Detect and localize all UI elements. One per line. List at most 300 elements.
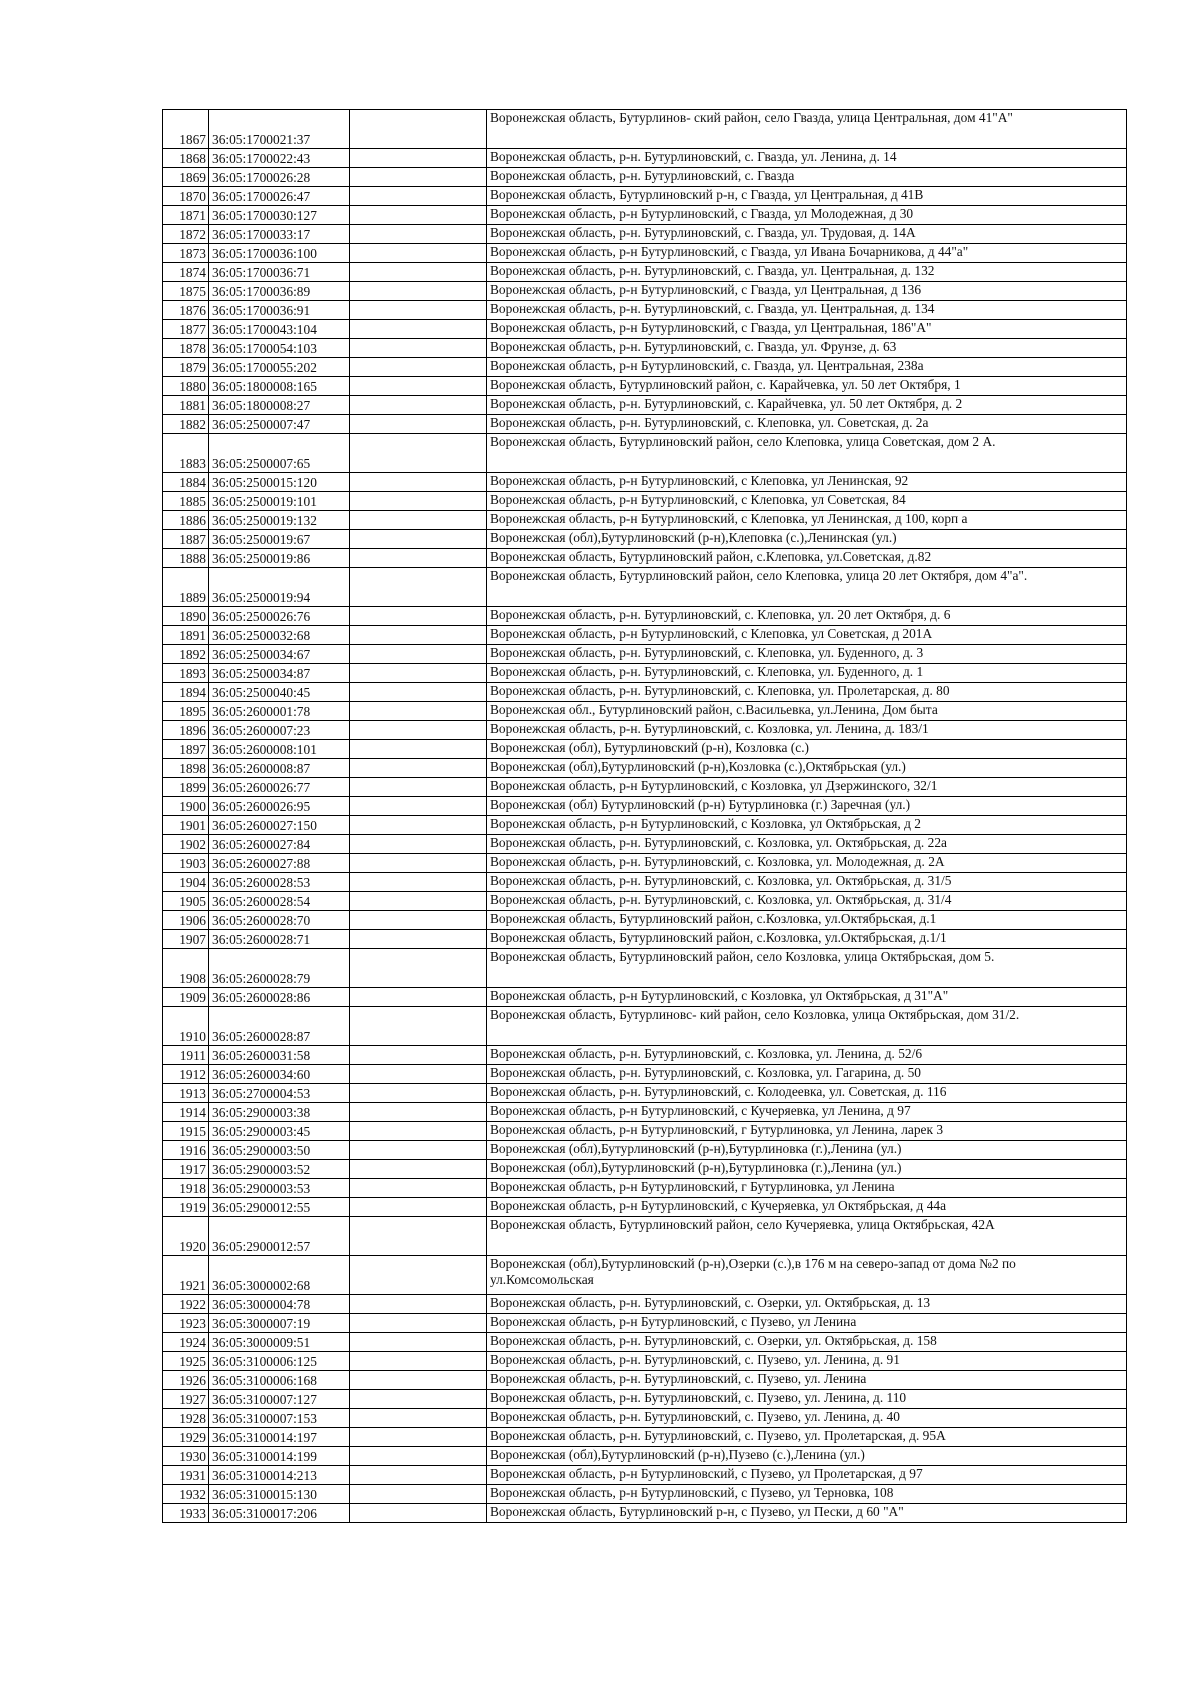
address: Воронежская (обл),Бутурлиновский (р-н),Озерки (с.),в 176 м на северо-запад от дома №2 по ул.Комсомольская bbox=[487, 1256, 1127, 1295]
row-number: 1868 bbox=[163, 149, 209, 168]
table-row bbox=[163, 263, 1127, 282]
address: Воронежская область, р-н Бутурлиновский, с Гвазда, ул Молодежная, д 30 bbox=[487, 206, 1127, 225]
address: Воронежская область, р-н. Бутурлиновский, с. Козловка, ул. Молодежная, д. 2А bbox=[487, 854, 1127, 873]
empty-cell bbox=[350, 740, 487, 759]
empty-cell bbox=[350, 911, 487, 930]
address: Воронежская область, р-н Бутурлиновский, с Кучеряевка, ул Ленина, д 97 bbox=[487, 1103, 1127, 1122]
cadastral-number: 36:05:3100014:199 bbox=[209, 1447, 350, 1466]
table-row bbox=[163, 1466, 1127, 1485]
row-number: 1927 bbox=[163, 1390, 209, 1409]
cadastral-number: 36:05:1800008:27 bbox=[209, 396, 350, 415]
address: Воронежская область, р-н. Бутурлиновский, с. Гвазда, ул. Фрунзе, д. 63 bbox=[487, 339, 1127, 358]
row-number: 1908 bbox=[163, 949, 209, 988]
table-row bbox=[163, 1352, 1127, 1371]
cadastral-number: 36:05:2600028:70 bbox=[209, 911, 350, 930]
empty-cell bbox=[350, 1485, 487, 1504]
cadastral-number: 36:05:2900012:57 bbox=[209, 1217, 350, 1256]
cadastral-number: 36:05:1700054:103 bbox=[209, 339, 350, 358]
cadastral-number: 36:05:3100006:125 bbox=[209, 1352, 350, 1371]
empty-cell bbox=[350, 492, 487, 511]
empty-cell bbox=[350, 607, 487, 626]
cadastral-number: 36:05:2500015:120 bbox=[209, 473, 350, 492]
row-number: 1921 bbox=[163, 1256, 209, 1295]
address: Воронежская область, р-н. Бутурлиновский, с. Козловка, ул. Ленина, д. 183/1 bbox=[487, 721, 1127, 740]
row-number: 1886 bbox=[163, 511, 209, 530]
address: Воронежская область, Бутурлиновский район, с. Карайчевка, ул. 50 лет Октября, 1 bbox=[487, 377, 1127, 396]
empty-cell bbox=[350, 816, 487, 835]
address: Воронежская область, р-н. Бутурлиновский, с. Клеповка, ул. Буденного, д. 3 bbox=[487, 645, 1127, 664]
cadastral-number: 36:05:2600028:71 bbox=[209, 930, 350, 949]
empty-cell bbox=[350, 892, 487, 911]
cadastral-number: 36:05:3100014:213 bbox=[209, 1466, 350, 1485]
row-number: 1879 bbox=[163, 358, 209, 377]
table-row bbox=[163, 225, 1127, 244]
cadastral-number: 36:05:2600028:53 bbox=[209, 873, 350, 892]
row-number: 1893 bbox=[163, 664, 209, 683]
empty-cell bbox=[350, 225, 487, 244]
cadastral-number: 36:05:2900012:55 bbox=[209, 1198, 350, 1217]
row-number: 1906 bbox=[163, 911, 209, 930]
row-number: 1917 bbox=[163, 1160, 209, 1179]
table-row bbox=[163, 434, 1127, 473]
empty-cell bbox=[350, 168, 487, 187]
cadastral-number: 36:05:2600008:87 bbox=[209, 759, 350, 778]
cadastral-number: 36:05:1700022:43 bbox=[209, 149, 350, 168]
empty-cell bbox=[350, 1504, 487, 1523]
empty-cell bbox=[350, 282, 487, 301]
table-row bbox=[163, 1447, 1127, 1466]
row-number: 1885 bbox=[163, 492, 209, 511]
empty-cell bbox=[350, 1103, 487, 1122]
row-number: 1884 bbox=[163, 473, 209, 492]
cadastral-number: 36:05:3100015:130 bbox=[209, 1485, 350, 1504]
cadastral-number: 36:05:3000002:68 bbox=[209, 1256, 350, 1295]
empty-cell bbox=[350, 626, 487, 645]
address: Воронежская область, р-н. Бутурлиновский, с. Клеповка, ул. Буденного, д. 1 bbox=[487, 664, 1127, 683]
cadastral-number: 36:05:2900003:38 bbox=[209, 1103, 350, 1122]
row-number: 1920 bbox=[163, 1217, 209, 1256]
empty-cell bbox=[350, 263, 487, 282]
address: Воронежская (обл),Бутурлиновский (р-н),Пузево (с.),Ленина (ул.) bbox=[487, 1447, 1127, 1466]
address: Воронежская (обл),Бутурлиновский (р-н),Бутурлиновка (г.),Ленина (ул.) bbox=[487, 1160, 1127, 1179]
address: Воронежская область, р-н. Бутурлиновский, с. Гвазда, ул. Центральная, д. 134 bbox=[487, 301, 1127, 320]
row-number: 1880 bbox=[163, 377, 209, 396]
address: Воронежская область, р-н. Бутурлиновский, с. Клеповка, ул. Советская, д. 2а bbox=[487, 415, 1127, 434]
cadastral-number: 36:05:2600008:101 bbox=[209, 740, 350, 759]
address: Воронежская область, р-н Бутурлиновский, с Козловка, ул Октябрьская, д 31"А" bbox=[487, 988, 1127, 1007]
address: Воронежская область, р-н. Бутурлиновский, с. Гвазда, ул. Центральная, д. 132 bbox=[487, 263, 1127, 282]
empty-cell bbox=[350, 1084, 487, 1103]
cadastral-number: 36:05:2600028:54 bbox=[209, 892, 350, 911]
table-row bbox=[163, 1065, 1127, 1084]
row-number: 1872 bbox=[163, 225, 209, 244]
table-row bbox=[163, 149, 1127, 168]
cadastral-number: 36:05:1800008:165 bbox=[209, 377, 350, 396]
table-row bbox=[163, 282, 1127, 301]
row-number: 1928 bbox=[163, 1409, 209, 1428]
table-row bbox=[163, 473, 1127, 492]
empty-cell bbox=[350, 1371, 487, 1390]
cadastral-number: 36:05:2500019:67 bbox=[209, 530, 350, 549]
row-number: 1901 bbox=[163, 816, 209, 835]
row-number: 1914 bbox=[163, 1103, 209, 1122]
empty-cell bbox=[350, 949, 487, 988]
table-row bbox=[163, 1390, 1127, 1409]
cadastral-number: 36:05:2900003:53 bbox=[209, 1179, 350, 1198]
table-row bbox=[163, 702, 1127, 721]
empty-cell bbox=[350, 778, 487, 797]
empty-cell bbox=[350, 1179, 487, 1198]
row-number: 1878 bbox=[163, 339, 209, 358]
cadastral-number: 36:05:2500019:132 bbox=[209, 511, 350, 530]
address: Воронежская область, р-н. Бутурлиновский, с. Пузево, ул. Ленина, д. 91 bbox=[487, 1352, 1127, 1371]
address: Воронежская область, Бутурлиновский район, село Кучеряевка, улица Октябрьская, 42А bbox=[487, 1217, 1127, 1256]
address: Воронежская область, р-н Бутурлиновский, с Пузево, ул Пролетарская, д 97 bbox=[487, 1466, 1127, 1485]
empty-cell bbox=[350, 1141, 487, 1160]
row-number: 1898 bbox=[163, 759, 209, 778]
table-row bbox=[163, 511, 1127, 530]
empty-cell bbox=[350, 873, 487, 892]
address: Воронежская область, р-н. Бутурлиновский, с. Козловка, ул. Октябрьская, д. 31/5 bbox=[487, 873, 1127, 892]
address: Воронежская область, р-н. Бутурлиновский, с. Козловка, ул. Октябрьская, д. 22а bbox=[487, 835, 1127, 854]
table-row bbox=[163, 740, 1127, 759]
address: Воронежская область, р-н. Бутурлиновский, с. Козловка, ул. Гагарина, д. 50 bbox=[487, 1065, 1127, 1084]
row-number: 1931 bbox=[163, 1466, 209, 1485]
table-row bbox=[163, 664, 1127, 683]
row-number: 1932 bbox=[163, 1485, 209, 1504]
table-row bbox=[163, 377, 1127, 396]
cadastral-number: 36:05:2500032:68 bbox=[209, 626, 350, 645]
address: Воронежская область, р-н Бутурлиновский, с Клеповка, ул Советская, 84 bbox=[487, 492, 1127, 511]
empty-cell bbox=[350, 835, 487, 854]
cadastral-number: 36:05:1700021:37 bbox=[209, 110, 350, 149]
address: Воронежская область, р-н Бутурлиновский, с Клеповка, ул Ленинская, 92 bbox=[487, 473, 1127, 492]
row-number: 1890 bbox=[163, 607, 209, 626]
row-number: 1897 bbox=[163, 740, 209, 759]
table-row bbox=[163, 778, 1127, 797]
table-row bbox=[163, 892, 1127, 911]
address: Воронежская (обл) Бутурлиновский (р-н) Бутурлиновка (г.) Заречная (ул.) bbox=[487, 797, 1127, 816]
empty-cell bbox=[350, 568, 487, 607]
empty-cell bbox=[350, 549, 487, 568]
cadastral-number: 36:05:2700004:53 bbox=[209, 1084, 350, 1103]
address: Воронежская область, р-н Бутурлиновский, с Пузево, ул Терновка, 108 bbox=[487, 1485, 1127, 1504]
table-row bbox=[163, 797, 1127, 816]
table-row bbox=[163, 568, 1127, 607]
empty-cell bbox=[350, 1352, 487, 1371]
address: Воронежская область, Бутурлиновский район, село Клеповка, улица 20 лет Октября, дом 4"а". bbox=[487, 568, 1127, 607]
cadastral-number: 36:05:1700036:89 bbox=[209, 282, 350, 301]
empty-cell bbox=[350, 1466, 487, 1485]
address: Воронежская область, р-н. Бутурлиновский, с. Пузево, ул. Ленина, д. 110 bbox=[487, 1390, 1127, 1409]
empty-cell bbox=[350, 988, 487, 1007]
cadastral-number: 36:05:2900003:45 bbox=[209, 1122, 350, 1141]
cadastral-number: 36:05:3000007:19 bbox=[209, 1314, 350, 1333]
cadastral-number: 36:05:2600034:60 bbox=[209, 1065, 350, 1084]
empty-cell bbox=[350, 244, 487, 263]
table-row bbox=[163, 1160, 1127, 1179]
row-number: 1900 bbox=[163, 797, 209, 816]
cadastral-number: 36:05:2900003:50 bbox=[209, 1141, 350, 1160]
table-row bbox=[163, 911, 1127, 930]
address: Воронежская обл., Бутурлиновский район, с.Васильевка, ул.Ленина, Дом быта bbox=[487, 702, 1127, 721]
empty-cell bbox=[350, 1217, 487, 1256]
cadastral-number: 36:05:3100014:197 bbox=[209, 1428, 350, 1447]
address: Воронежская область, р-н. Бутурлиновский, с. Гвазда, ул. Ленина, д. 14 bbox=[487, 149, 1127, 168]
row-number: 1892 bbox=[163, 645, 209, 664]
address: Воронежская область, р-н Бутурлиновский, с Гвазда, ул Центральная, д 136 bbox=[487, 282, 1127, 301]
row-number: 1907 bbox=[163, 930, 209, 949]
empty-cell bbox=[350, 1409, 487, 1428]
cadastral-number: 36:05:2500007:65 bbox=[209, 434, 350, 473]
table-row bbox=[163, 339, 1127, 358]
row-number: 1887 bbox=[163, 530, 209, 549]
empty-cell bbox=[350, 1333, 487, 1352]
address: Воронежская область, р-н Бутурлиновский, с. Гвазда, ул. Центральная, 238а bbox=[487, 358, 1127, 377]
address: Воронежская область, Бутурлиновский р-н, с Гвазда, ул Центральная, д 41В bbox=[487, 187, 1127, 206]
table-row bbox=[163, 988, 1127, 1007]
cadastral-number: 36:05:2600026:77 bbox=[209, 778, 350, 797]
cadastral-number: 36:05:1700036:91 bbox=[209, 301, 350, 320]
cadastral-number: 36:05:3100007:153 bbox=[209, 1409, 350, 1428]
empty-cell bbox=[350, 110, 487, 149]
empty-cell bbox=[350, 1295, 487, 1314]
table-row bbox=[163, 244, 1127, 263]
cadastral-number: 36:05:2600031:58 bbox=[209, 1046, 350, 1065]
empty-cell bbox=[350, 1198, 487, 1217]
empty-cell bbox=[350, 396, 487, 415]
row-number: 1903 bbox=[163, 854, 209, 873]
address: Воронежская область, р-н Бутурлиновский, с Козловка, ул Октябрьская, д 2 bbox=[487, 816, 1127, 835]
row-number: 1876 bbox=[163, 301, 209, 320]
table-row bbox=[163, 1409, 1127, 1428]
row-number: 1869 bbox=[163, 168, 209, 187]
address: Воронежская область, Бутурлиновский район, с.Козловка, ул.Октябрьская, д.1/1 bbox=[487, 930, 1127, 949]
empty-cell bbox=[350, 854, 487, 873]
address: Воронежская область, р-н Бутурлиновский, г Бутурлиновка, ул Ленина, ларек 3 bbox=[487, 1122, 1127, 1141]
address: Воронежская область, р-н Бутурлиновский, с Козловка, ул Дзержинского, 32/1 bbox=[487, 778, 1127, 797]
address: Воронежская (обл),Бутурлиновский (р-н),Козловка (с.),Октябрьская (ул.) bbox=[487, 759, 1127, 778]
empty-cell bbox=[350, 434, 487, 473]
empty-cell bbox=[350, 664, 487, 683]
cadastral-number: 36:05:2500034:87 bbox=[209, 664, 350, 683]
address: Воронежская область, р-н Бутурлиновский, г Бутурлиновка, ул Ленина bbox=[487, 1179, 1127, 1198]
address: Воронежская область, р-н. Бутурлиновский, с. Клеповка, ул. 20 лет Октября, д. 6 bbox=[487, 607, 1127, 626]
cadastral-number: 36:05:2600028:79 bbox=[209, 949, 350, 988]
cadastral-number: 36:05:2500019:86 bbox=[209, 549, 350, 568]
cadastral-number: 36:05:2600027:150 bbox=[209, 816, 350, 835]
address: Воронежская область, р-н. Бутурлиновский, с. Козловка, ул. Ленина, д. 52/6 bbox=[487, 1046, 1127, 1065]
table-row bbox=[163, 1428, 1127, 1447]
table-row bbox=[163, 835, 1127, 854]
empty-cell bbox=[350, 149, 487, 168]
address: Воронежская область, р-н Бутурлиновский, с Гвазда, ул Ивана Бочарникова, д 44"а" bbox=[487, 244, 1127, 263]
table-row bbox=[163, 607, 1127, 626]
cadastral-number: 36:05:1700026:47 bbox=[209, 187, 350, 206]
table-row bbox=[163, 816, 1127, 835]
cadastral-number: 36:05:2500019:101 bbox=[209, 492, 350, 511]
address: Воронежская область, Бутурлиновский район, с.Козловка, ул.Октябрьская, д.1 bbox=[487, 911, 1127, 930]
row-number: 1905 bbox=[163, 892, 209, 911]
table-row bbox=[163, 1141, 1127, 1160]
cadastral-number: 36:05:1700043:104 bbox=[209, 320, 350, 339]
cadastral-number: 36:05:2500034:67 bbox=[209, 645, 350, 664]
empty-cell bbox=[350, 1447, 487, 1466]
cadastral-number: 36:05:2600027:88 bbox=[209, 854, 350, 873]
cadastral-number: 36:05:2500026:76 bbox=[209, 607, 350, 626]
empty-cell bbox=[350, 1428, 487, 1447]
address: Воронежская область, р-н. Бутурлиновский, с. Колодеевка, ул. Советская, д. 116 bbox=[487, 1084, 1127, 1103]
empty-cell bbox=[350, 702, 487, 721]
row-number: 1919 bbox=[163, 1198, 209, 1217]
empty-cell bbox=[350, 1390, 487, 1409]
table-row bbox=[163, 1314, 1127, 1333]
row-number: 1867 bbox=[163, 110, 209, 149]
address: Воронежская (обл), Бутурлиновский (р-н), Козловка (с.) bbox=[487, 740, 1127, 759]
table-row bbox=[163, 396, 1127, 415]
row-number: 1923 bbox=[163, 1314, 209, 1333]
table-row bbox=[163, 1084, 1127, 1103]
empty-cell bbox=[350, 930, 487, 949]
table-row bbox=[163, 645, 1127, 664]
table-row bbox=[163, 1122, 1127, 1141]
table-row bbox=[163, 301, 1127, 320]
address: Воронежская область, Бутурлиновский район, село Клеповка, улица Советская, дом 2 А. bbox=[487, 434, 1127, 473]
property-table bbox=[162, 109, 1127, 1523]
row-number: 1933 bbox=[163, 1504, 209, 1523]
table-row bbox=[163, 930, 1127, 949]
empty-cell bbox=[350, 415, 487, 434]
table-row bbox=[163, 1504, 1127, 1523]
empty-cell bbox=[350, 1256, 487, 1295]
table-row bbox=[163, 1485, 1127, 1504]
row-number: 1915 bbox=[163, 1122, 209, 1141]
cadastral-number: 36:05:3100006:168 bbox=[209, 1371, 350, 1390]
row-number: 1922 bbox=[163, 1295, 209, 1314]
address: Воронежская область, р-н. Бутурлиновский, с. Пузево, ул. Пролетарская, д. 95А bbox=[487, 1428, 1127, 1447]
address: Воронежская область, р-н Бутурлиновский, с Клеповка, ул Советская, д 201А bbox=[487, 626, 1127, 645]
table-row bbox=[163, 683, 1127, 702]
address: Воронежская область, р-н. Бутурлиновский, с. Пузево, ул. Ленина, д. 40 bbox=[487, 1409, 1127, 1428]
row-number: 1930 bbox=[163, 1447, 209, 1466]
empty-cell bbox=[350, 1160, 487, 1179]
table-row bbox=[163, 873, 1127, 892]
table-row bbox=[163, 1046, 1127, 1065]
table-row bbox=[163, 1371, 1127, 1390]
empty-cell bbox=[350, 187, 487, 206]
empty-cell bbox=[350, 1314, 487, 1333]
table-row bbox=[163, 1217, 1127, 1256]
row-number: 1891 bbox=[163, 626, 209, 645]
row-number: 1889 bbox=[163, 568, 209, 607]
table-row bbox=[163, 206, 1127, 225]
table-row bbox=[163, 415, 1127, 434]
table-row bbox=[163, 320, 1127, 339]
table-row bbox=[163, 187, 1127, 206]
row-number: 1871 bbox=[163, 206, 209, 225]
table-row bbox=[163, 1256, 1127, 1295]
empty-cell bbox=[350, 511, 487, 530]
property-table-body bbox=[163, 110, 1127, 1523]
cadastral-number: 36:05:2600001:78 bbox=[209, 702, 350, 721]
address: Воронежская область, р-н. Бутурлиновский, с. Клеповка, ул. Пролетарская, д. 80 bbox=[487, 683, 1127, 702]
cadastral-number: 36:05:2600027:84 bbox=[209, 835, 350, 854]
address: Воронежская область, р-н. Бутурлиновский, с. Гвазда, ул. Трудовая, д. 14А bbox=[487, 225, 1127, 244]
cadastral-number: 36:05:2600007:23 bbox=[209, 721, 350, 740]
row-number: 1929 bbox=[163, 1428, 209, 1447]
row-number: 1904 bbox=[163, 873, 209, 892]
address: Воронежская область, р-н. Бутурлиновский, с. Пузево, ул. Ленина bbox=[487, 1371, 1127, 1390]
address: Воронежская область, Бутурлиновс- кий район, село Козловка, улица Октябрьская, дом 31/2. bbox=[487, 1007, 1127, 1046]
empty-cell bbox=[350, 1065, 487, 1084]
table-row bbox=[163, 1295, 1127, 1314]
table-row bbox=[163, 1333, 1127, 1352]
empty-cell bbox=[350, 1007, 487, 1046]
row-number: 1911 bbox=[163, 1046, 209, 1065]
address: Воронежская область, р-н Бутурлиновский, с Пузево, ул Ленина bbox=[487, 1314, 1127, 1333]
cadastral-number: 36:05:2900003:52 bbox=[209, 1160, 350, 1179]
address: Воронежская область, р-н Бутурлиновский, с Клеповка, ул Ленинская, д 100, корп а bbox=[487, 511, 1127, 530]
empty-cell bbox=[350, 1122, 487, 1141]
cadastral-number: 36:05:1700036:71 bbox=[209, 263, 350, 282]
row-number: 1924 bbox=[163, 1333, 209, 1352]
row-number: 1895 bbox=[163, 702, 209, 721]
empty-cell bbox=[350, 683, 487, 702]
row-number: 1918 bbox=[163, 1179, 209, 1198]
row-number: 1910 bbox=[163, 1007, 209, 1046]
cadastral-number: 36:05:2600028:87 bbox=[209, 1007, 350, 1046]
address: Воронежская область, Бутурлинов- ский район, село Гвазда, улица Центральная, дом 41"А" bbox=[487, 110, 1127, 149]
row-number: 1912 bbox=[163, 1065, 209, 1084]
table-row bbox=[163, 1179, 1127, 1198]
table-row bbox=[163, 168, 1127, 187]
table-row bbox=[163, 1103, 1127, 1122]
cadastral-number: 36:05:2500007:47 bbox=[209, 415, 350, 434]
cadastral-number: 36:05:3100017:206 bbox=[209, 1504, 350, 1523]
row-number: 1883 bbox=[163, 434, 209, 473]
row-number: 1913 bbox=[163, 1084, 209, 1103]
table-row bbox=[163, 110, 1127, 149]
cadastral-number: 36:05:2600026:95 bbox=[209, 797, 350, 816]
empty-cell bbox=[350, 339, 487, 358]
table-row bbox=[163, 492, 1127, 511]
address: Воронежская область, Бутурлиновский район, село Козловка, улица Октябрьская, дом 5. bbox=[487, 949, 1127, 988]
row-number: 1916 bbox=[163, 1141, 209, 1160]
table-row bbox=[163, 721, 1127, 740]
address: Воронежская область, р-н. Бутурлиновский, с. Озерки, ул. Октябрьская, д. 158 bbox=[487, 1333, 1127, 1352]
cadastral-number: 36:05:1700055:202 bbox=[209, 358, 350, 377]
table-row bbox=[163, 626, 1127, 645]
empty-cell bbox=[350, 377, 487, 396]
cadastral-number: 36:05:2500019:94 bbox=[209, 568, 350, 607]
empty-cell bbox=[350, 320, 487, 339]
table-row bbox=[163, 1198, 1127, 1217]
address: Воронежская область, р-н. Бутурлиновский, с. Озерки, ул. Октябрьская, д. 13 bbox=[487, 1295, 1127, 1314]
cadastral-number: 36:05:3000004:78 bbox=[209, 1295, 350, 1314]
row-number: 1925 bbox=[163, 1352, 209, 1371]
address: Воронежская область, Бутурлиновский район, с.Клеповка, ул.Советская, д.82 bbox=[487, 549, 1127, 568]
row-number: 1877 bbox=[163, 320, 209, 339]
row-number: 1899 bbox=[163, 778, 209, 797]
address: Воронежская область, р-н. Бутурлиновский, с. Козловка, ул. Октябрьская, д. 31/4 bbox=[487, 892, 1127, 911]
row-number: 1909 bbox=[163, 988, 209, 1007]
row-number: 1926 bbox=[163, 1371, 209, 1390]
empty-cell bbox=[350, 797, 487, 816]
row-number: 1894 bbox=[163, 683, 209, 702]
row-number: 1888 bbox=[163, 549, 209, 568]
table-row bbox=[163, 549, 1127, 568]
table-row bbox=[163, 358, 1127, 377]
